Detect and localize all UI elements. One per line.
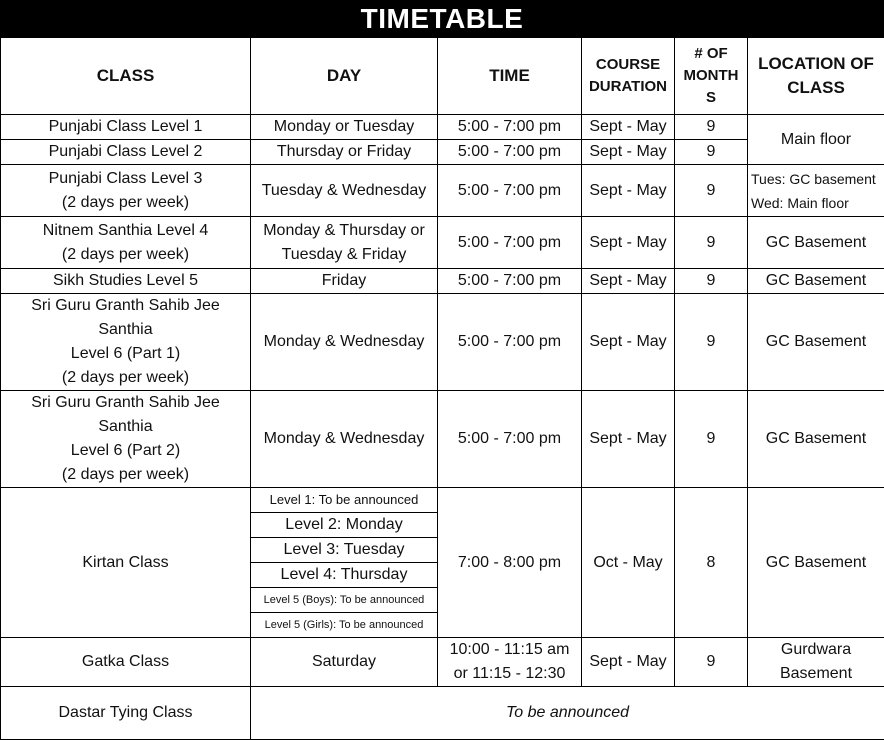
kirtan-day-level-5-boys: Level 5 (Boys): To be announced: [251, 588, 437, 613]
header-row: [1, 38, 884, 115]
timetable-title-bar: [0, 0, 884, 37]
duration-cell: Sept - May: [582, 140, 675, 165]
day-cell: Tuesday & Wednesday: [251, 165, 438, 217]
header-duration: COURSE DURATION: [582, 38, 675, 115]
class-cell: Punjabi Class Level 3 (2 days per week): [1, 165, 251, 217]
location-cell: Tues: GC basement Wed: Main floor: [748, 165, 884, 217]
day-cell: Monday or Tuesday: [251, 115, 438, 140]
table-row: [1, 687, 884, 740]
time-cell: 7:00 - 8:00 pm: [438, 488, 582, 638]
months-cell: 9: [675, 294, 748, 391]
table-row: [1, 294, 884, 391]
table-row: [1, 269, 884, 294]
location-cell: GC Basement: [748, 294, 884, 391]
location-cell: GC Basement: [748, 488, 884, 638]
months-cell: 9: [675, 217, 748, 269]
time-cell: 5:00 - 7:00 pm: [438, 115, 582, 140]
class-cell: Kirtan Class: [1, 488, 251, 638]
months-cell: 8: [675, 488, 748, 638]
day-cell: Monday & Thursday or Tuesday & Friday: [251, 217, 438, 269]
location-cell: Main floor: [748, 115, 884, 165]
header-class: CLASS: [1, 38, 251, 115]
duration-cell: Sept - May: [582, 115, 675, 140]
header-day: DAY: [251, 38, 438, 115]
day-cell: Thursday or Friday: [251, 140, 438, 165]
location-cell: GC Basement: [748, 269, 884, 294]
timetable-table: [0, 37, 884, 740]
announcement-note: To be announced: [251, 687, 884, 740]
months-cell: 9: [675, 391, 748, 488]
class-cell: Dastar Tying Class: [1, 687, 251, 740]
duration-cell: Sept - May: [582, 294, 675, 391]
day-cell: Monday & Wednesday: [251, 391, 438, 488]
class-cell: Gatka Class: [1, 638, 251, 687]
time-cell: 5:00 - 7:00 pm: [438, 165, 582, 217]
table-row: [1, 391, 884, 488]
kirtan-day-level-4: Level 4: Thursday: [251, 563, 437, 588]
day-cell: Saturday: [251, 638, 438, 687]
day-cell: Friday: [251, 269, 438, 294]
location-cell: GC Basement: [748, 391, 884, 488]
time-cell: 5:00 - 7:00 pm: [438, 140, 582, 165]
table-row: [1, 217, 884, 269]
duration-cell: Sept - May: [582, 165, 675, 217]
duration-cell: Sept - May: [582, 638, 675, 687]
header-months: # OF MONTH S: [675, 38, 748, 115]
day-cell: Monday & Wednesday: [251, 294, 438, 391]
class-cell: Nitnem Santhia Level 4 (2 days per week): [1, 217, 251, 269]
table-row: [1, 488, 884, 638]
class-cell: Sri Guru Granth Sahib Jee Santhia Level 6 (Part 2) (2 days per week): [1, 391, 251, 488]
time-cell: 5:00 - 7:00 pm: [438, 391, 582, 488]
months-cell: 9: [675, 165, 748, 217]
kirtan-day-level-3: Level 3: Tuesday: [251, 538, 437, 563]
months-cell: 9: [675, 638, 748, 687]
class-cell: Punjabi Class Level 1: [1, 115, 251, 140]
class-cell: Sikh Studies Level 5: [1, 269, 251, 294]
months-cell: 9: [675, 115, 748, 140]
header-location: LOCATION OF CLASS: [748, 38, 884, 115]
time-cell: 5:00 - 7:00 pm: [438, 294, 582, 391]
table-row: [1, 638, 884, 687]
table-row: [1, 165, 884, 217]
time-cell: 10:00 - 11:15 am or 11:15 - 12:30: [438, 638, 582, 687]
months-cell: 9: [675, 140, 748, 165]
header-time: TIME: [438, 38, 582, 115]
time-cell: 5:00 - 7:00 pm: [438, 217, 582, 269]
duration-cell: Sept - May: [582, 217, 675, 269]
duration-cell: Sept - May: [582, 269, 675, 294]
location-cell: GC Basement: [748, 217, 884, 269]
duration-cell: Sept - May: [582, 391, 675, 488]
kirtan-day-level-1: Level 1: To be announced: [251, 488, 437, 513]
table-row: [1, 115, 884, 140]
kirtan-day-list: [251, 488, 438, 638]
location-cell: Gurdwara Basement: [748, 638, 884, 687]
kirtan-day-level-2: Level 2: Monday: [251, 513, 437, 538]
time-cell: 5:00 - 7:00 pm: [438, 269, 582, 294]
duration-cell: Oct - May: [582, 488, 675, 638]
class-cell: Punjabi Class Level 2: [1, 140, 251, 165]
class-cell: Sri Guru Granth Sahib Jee Santhia Level 6 (Part 1) (2 days per week): [1, 294, 251, 391]
months-cell: 9: [675, 269, 748, 294]
kirtan-day-level-5-girls: Level 5 (Girls): To be announced: [251, 613, 437, 637]
page-title: TIMETABLE: [361, 3, 524, 35]
